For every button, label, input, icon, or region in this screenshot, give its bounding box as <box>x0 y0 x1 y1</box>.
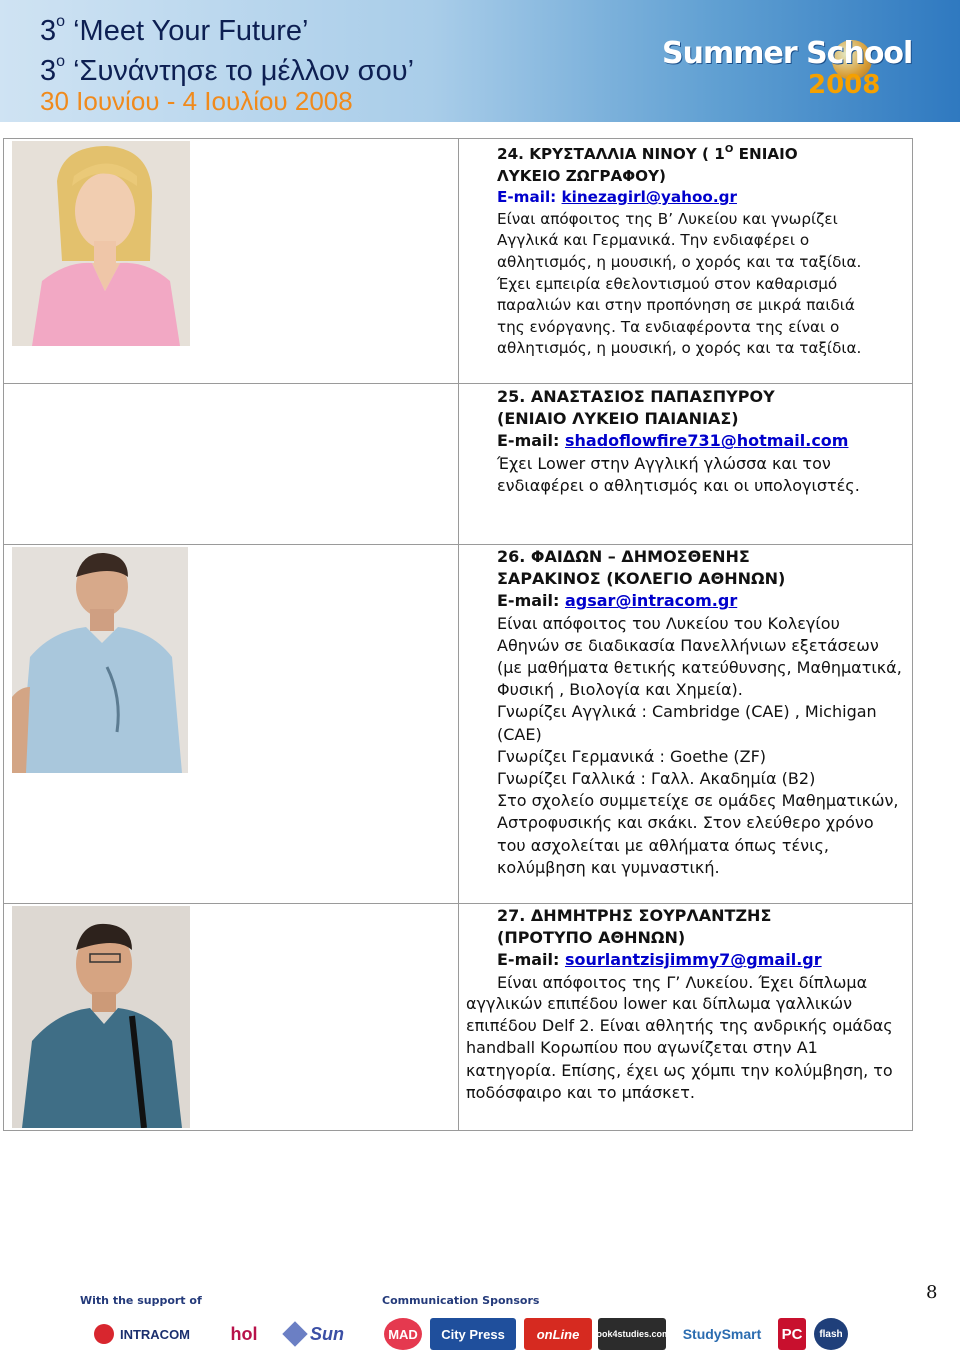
intracom-logo: INTRACOM <box>78 1318 206 1350</box>
entry-title: 25. ΑΝΑΣΤΑΣΙΟΣ ΠΑΠΑΣΠΥΡΟΥ <box>497 387 775 406</box>
header-dates: 30 Ιουνίου - 4 Ιουλίου 2008 <box>40 86 353 116</box>
support-label: With the support of <box>80 1294 202 1307</box>
summer-school-logo <box>662 34 922 104</box>
entry-body: Έχει Lower στην Αγγλική γλώσσα και τον ενδιαφέρει ο αθλητισμός και οι υπολογιστές. <box>497 453 860 495</box>
intracom-mark-icon <box>94 1324 114 1344</box>
email-link[interactable]: kinezagirl@yahoo.gr <box>561 188 737 207</box>
look4studies-logo: look4studies.com <box>598 1318 666 1350</box>
row-divider <box>4 544 912 545</box>
city-press-logo: City Press <box>430 1318 516 1350</box>
entry-title-cont: (ΠΡΟΤΥΠΟ ΑΘΗΝΩΝ) <box>497 928 686 948</box>
entry-title: 26. ΦΑΙΔΩΝ – ΔΗΜΟΣΘΕΝΗΣ <box>497 547 750 566</box>
entry-title-cont: ΣΑΡΑΚΙΝΟΣ (ΚΟΛΕΓΙΟ ΑΘΗΝΩΝ) <box>497 569 786 589</box>
student-entry-27 <box>497 905 911 994</box>
entry-body: Είναι απόφοιτος της Β’ Λυκείου και γνωρίζει Αγγλικά και Γερμανικά. Την ενδιαφέρει ο αθλητισμός, η μουσική, ο χορός και τα ταξίδια. Έχει εμπειρία εθελοντισμού στον καθαρισμό παραλιών και στην προπόνηση σε μικρά παιδιά της ενόργανης. Τα ενδιαφέροντα της είναι ο αθλητισμός, η μουσική, ο χορός και τα ταξίδια. <box>497 209 862 358</box>
student-entry-26 <box>497 546 909 879</box>
entry-title-cont: ΛΥΚΕΙΟ ΖΩΓΡΑΦΟΥ) <box>497 166 666 185</box>
email-link[interactable]: shadoflowfire731@hotmail.com <box>564 431 849 451</box>
entry-email-line: E-mail: kinezagirl@yahoo.gr <box>497 188 737 207</box>
entry-body: αγγλικών επιπέδου lower και δίπλωμα γαλλικών επιπέδου Delf 2. Είναι αθλητής της ανδρικής ομάδας handball Κορωπίου που αγωνίζεται στην Α1 κατηγορία. Επίσης, έχει ως χόμπι την κολύμβηση, το ποδόσφαιρο και το μπάσκετ. <box>466 994 893 1102</box>
entry-title: 27. ΔΗΜΗΤΡΗΣ ΣΟΥΡΛΑΝΤΖΗΣ <box>497 906 772 925</box>
row-divider <box>4 903 912 904</box>
studysmart-logo: StudySmart <box>682 1326 762 1342</box>
entry-title-cont: (ΕΝΙΑΙΟ ΛΥΚΕΙΟ ΠΑΙΑΝΙΑΣ) <box>497 409 739 429</box>
logo-year: 2008 <box>808 70 881 100</box>
column-divider <box>458 139 459 1130</box>
logo-text: Summer School <box>662 36 913 71</box>
email-link[interactable]: agsar@intracom.gr <box>564 591 738 611</box>
header-banner <box>0 0 960 122</box>
student-entry-25 <box>497 386 907 497</box>
student-entry-24 <box>497 139 907 360</box>
hol-logo: hol <box>230 1323 258 1344</box>
flash-logo: flash <box>814 1318 848 1350</box>
row-divider <box>4 383 912 384</box>
email-link[interactable]: sourlantzisjimmy7@gmail.gr <box>564 950 822 970</box>
sponsors-label: Communication Sponsors <box>382 1294 540 1307</box>
page-number: 8 <box>926 1282 938 1303</box>
entry-title: 24. ΚΡΥΣΤΑΛΛΙΑ ΝΙΝΟΥ ( $1^O$ ΕΝΙΑΙΟ <box>497 144 798 163</box>
header-title-gr: $3^o$ ‘Συνάντησε το μέλλον σου’ <box>40 53 415 87</box>
entry-body-first: Είναι απόφοιτος της Γ’ Λυκείου. Έχει δίπλωμα <box>497 972 868 992</box>
entry-body: Είναι απόφοιτος του Λυκείου του Κολεγίου Αθηνών σε διαδικασία Πανελλήνιων εξετάσεων (με μαθήματα θετικής κατεύθυνσης, Μαθηματικά, Φυσική , Βιολογία και Χημεία). Γνωρίζει Αγγλικά : Cambridge (CAE) , Michigan (CAE) Γνωρίζει Γερμανικά : Goethe (ZF) Γνωρίζει Γαλλικά : Γαλλ. Ακαδημία (Β2) Στο σχολείο συμμετείχε σε ομάδες Μαθηματικών, Αστροφυσικής και σκάκι. Στον ελεύθερο χρόνο του ασχολείται με αθλήματα όπως τένις, κολύμβηση και γυμναστική. <box>497 613 902 877</box>
entry-email-line: E-mail: agsar@intracom.gr <box>497 591 738 611</box>
header-title-en: $3^o$ ‘Meet Your Future’ <box>40 13 309 47</box>
entry-email-line: E-mail: sourlantzisjimmy7@gmail.gr <box>497 950 822 970</box>
pc-magazine-logo: PC <box>778 1318 806 1350</box>
student-photo-26 <box>12 547 188 773</box>
entry-email-line: E-mail: shadoflowfire731@hotmail.com <box>497 431 849 451</box>
online-logo: onLine <box>524 1318 592 1350</box>
student-entry-27-body <box>466 993 910 1104</box>
student-photo-24 <box>12 141 190 346</box>
mad-logo: MAD <box>384 1318 422 1350</box>
sun-mark-icon <box>282 1321 307 1346</box>
sun-logo: Sun <box>280 1318 350 1350</box>
students-table <box>3 138 913 1131</box>
student-photo-27 <box>12 906 190 1128</box>
